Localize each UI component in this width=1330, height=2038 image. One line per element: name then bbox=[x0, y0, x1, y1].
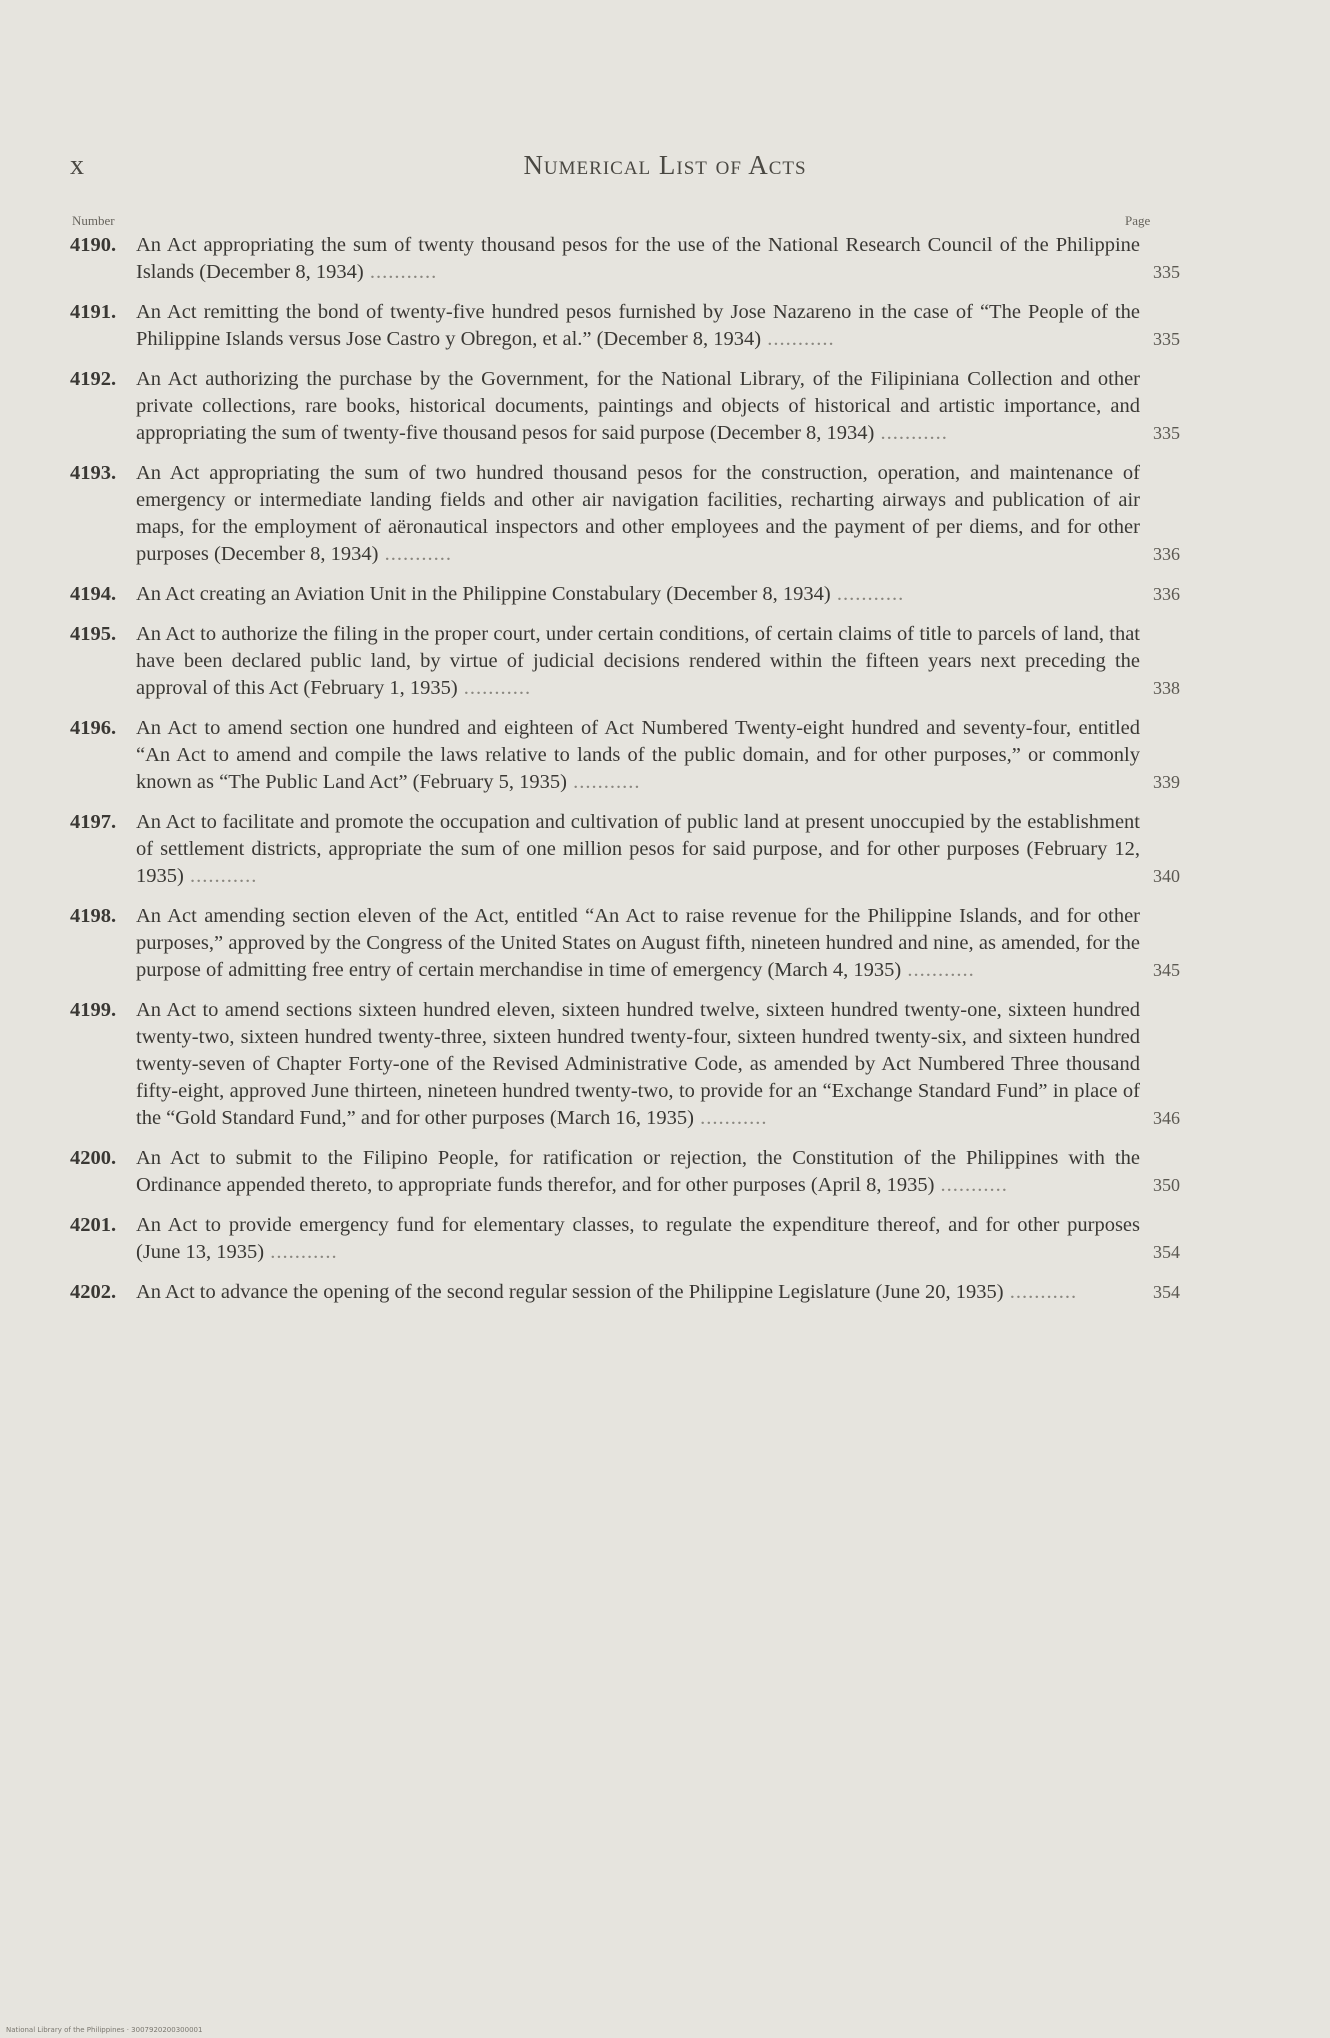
act-page-number: 354 bbox=[1153, 1282, 1180, 1302]
act-page-number: 335 bbox=[1153, 329, 1180, 349]
act-number: 4201. bbox=[70, 1214, 117, 1236]
act-number: 4197. bbox=[70, 811, 117, 833]
act-number: 4193. bbox=[70, 462, 117, 484]
act-number: 4195. bbox=[70, 623, 117, 645]
act-number: 4199. bbox=[70, 999, 117, 1021]
act-title: An Act to advance the opening of the second regular session of the Philippine Legislature (June 20, 1935) bbox=[136, 1281, 1004, 1303]
act-page-number: 345 bbox=[1153, 960, 1180, 980]
act-entry bbox=[70, 1212, 1180, 1266]
scan-source-footer: National Library of the Philippines · 3007920200300001 bbox=[6, 2026, 203, 2034]
act-description bbox=[136, 366, 1180, 447]
act-entry bbox=[70, 299, 1180, 353]
act-description bbox=[136, 715, 1180, 796]
act-page-number: 335 bbox=[1153, 262, 1180, 282]
act-number: 4192. bbox=[70, 368, 117, 390]
act-page-number: 350 bbox=[1153, 1175, 1180, 1195]
act-description bbox=[136, 232, 1180, 286]
page-title: Numerical List of Acts bbox=[523, 150, 807, 180]
act-description bbox=[136, 1145, 1180, 1199]
act-number: 4196. bbox=[70, 717, 117, 739]
act-description bbox=[136, 1279, 1180, 1306]
act-title: An Act to provide emergency fund for elementary classes, to regulate the expenditure thereof, and for other purposes (June 13, 1935) bbox=[136, 1214, 1140, 1263]
act-page-number: 338 bbox=[1153, 678, 1180, 698]
act-title: An Act creating an Aviation Unit in the Philippine Constabulary (December 8, 1934) bbox=[136, 583, 831, 605]
act-description bbox=[136, 903, 1180, 984]
act-entry bbox=[70, 621, 1180, 702]
act-entry bbox=[70, 809, 1180, 890]
act-entry bbox=[70, 1279, 1180, 1306]
act-entry bbox=[70, 715, 1180, 796]
leader-dots: ........... bbox=[693, 1107, 768, 1129]
act-description bbox=[136, 1212, 1180, 1266]
leader-dots: ........... bbox=[264, 1241, 338, 1263]
leader-dots: ........... bbox=[934, 1174, 1008, 1196]
leader-dots: ........... bbox=[457, 677, 532, 699]
leader-dots: ........... bbox=[363, 261, 438, 283]
leader-dots: ........... bbox=[566, 771, 641, 793]
act-number: 4191. bbox=[70, 301, 117, 323]
act-description bbox=[136, 809, 1180, 890]
act-entry bbox=[70, 581, 1180, 608]
number-column-header: Number bbox=[72, 213, 115, 228]
act-description bbox=[136, 299, 1180, 353]
act-title: An Act to amend sections sixteen hundred eleven, sixteen hundred twelve, sixteen hundred twenty-one, sixteen hundred twenty-two, sixteen hundred twenty-three, sixteen hundred twenty-four, sixteen hundred twenty-six, and sixteen hundred twenty-seven of Chapter Forty-one of the Revised Administrative Code, as amended by Act Numbered Three thousand fifty-eight, approved June thirteen, nineteen hundred twenty-two, to provide for an “Exchange Standard Fund” in place of the “Gold Standard Fund,” and for other purposes (March 16, 1935) bbox=[136, 999, 1140, 1129]
act-title: An Act to amend section one hundred and eighteen of Act Numbered Twenty-eight hundred and seventy-four, entitled “An Act to amend and compile the laws relative to lands of the public domain, and for other purposes,” or commonly known as “The Public Land Act” (February 5, 1935) bbox=[136, 717, 1140, 793]
act-entry bbox=[70, 232, 1180, 286]
act-description bbox=[136, 581, 1180, 608]
acts-list bbox=[70, 232, 1180, 1319]
act-page-number: 354 bbox=[1153, 1242, 1180, 1262]
act-entry bbox=[70, 903, 1180, 984]
leader-dots: ........... bbox=[830, 583, 905, 605]
act-entry bbox=[70, 1145, 1180, 1199]
leader-dots: ........... bbox=[901, 959, 975, 981]
act-title: An Act authorizing the purchase by the Government, for the National Library, of the Filipiniana Collection and other private collections, rare books, historical documents, paintings and objects of historical and artistic importance, and appropriating the sum of twenty-five thousand pesos for said purpose (December 8, 1934) bbox=[136, 368, 1140, 444]
act-page-number: 340 bbox=[1153, 866, 1180, 886]
act-number: 4194. bbox=[70, 583, 117, 605]
act-title: An Act to facilitate and promote the occupation and cultivation of public land at present unoccupied by the establishment of settlement districts, appropriate the sum of one million pesos for said purpose, and for other purposes (February 12, 1935) bbox=[136, 811, 1140, 887]
leader-dots: ........... bbox=[1003, 1281, 1078, 1303]
act-title: An Act appropriating the sum of twenty thousand pesos for the use of the National Research Council of the Philippine Islands (December 8, 1934) bbox=[136, 234, 1140, 283]
act-title: An Act appropriating the sum of two hundred thousand pesos for the construction, operation, and maintenance of emergency or intermediate landing fields and other air navigation facilities, recharting airways and publication of air maps, for the employment of aëronautical inspectors and other employees and the payment of per diems, and for other purposes (December 8, 1934) bbox=[136, 462, 1140, 565]
act-page-number: 335 bbox=[1153, 423, 1180, 443]
page-roman-numeral: x bbox=[70, 150, 84, 181]
act-entry bbox=[70, 460, 1180, 568]
act-number: 4190. bbox=[70, 234, 117, 256]
act-entry bbox=[70, 366, 1180, 447]
act-entry bbox=[70, 997, 1180, 1132]
leader-dots: ........... bbox=[874, 422, 948, 444]
page-column-header: Page bbox=[1125, 213, 1151, 228]
leader-dots: ........... bbox=[183, 865, 258, 887]
act-title: An Act amending section eleven of the Act, entitled “An Act to raise revenue for the Philippine Islands, and for other purposes,” approved by the Congress of the United States on August fifth, nineteen hundred and nine, as amended, for the purpose of admitting free entry of certain merchandise in time of emergency (March 4, 1935) bbox=[136, 905, 1140, 981]
act-title: An Act remitting the bond of twenty-five hundred pesos furnished by Jose Nazareno in the case of “The People of the Philippine Islands versus Jose Castro y Obregon, et al.” (December 8, 1934) bbox=[136, 301, 1140, 350]
act-title: An Act to authorize the filing in the proper court, under certain conditions, of certain claims of title to parcels of land, that have been declared public land, by virtue of judicial decisions rendered within the fifteen years next preceding the approval of this Act (February 1, 1935) bbox=[136, 623, 1140, 699]
act-page-number: 346 bbox=[1153, 1108, 1180, 1128]
act-description bbox=[136, 460, 1180, 568]
leader-dots: ........... bbox=[378, 543, 453, 565]
act-number: 4202. bbox=[70, 1281, 117, 1303]
act-number: 4198. bbox=[70, 905, 117, 927]
act-page-number: 336 bbox=[1153, 544, 1180, 564]
act-page-number: 336 bbox=[1153, 584, 1180, 604]
act-page-number: 339 bbox=[1153, 772, 1180, 792]
act-number: 4200. bbox=[70, 1147, 117, 1169]
act-title: An Act to submit to the Filipino People, for ratification or rejection, the Constitution of the Philippines with the Ordinance appended thereto, to appropriate funds therefor, and for other purposes (April 8, 1935) bbox=[136, 1147, 1140, 1196]
leader-dots: ........... bbox=[761, 328, 835, 350]
act-description bbox=[136, 997, 1180, 1132]
act-description bbox=[136, 621, 1180, 702]
